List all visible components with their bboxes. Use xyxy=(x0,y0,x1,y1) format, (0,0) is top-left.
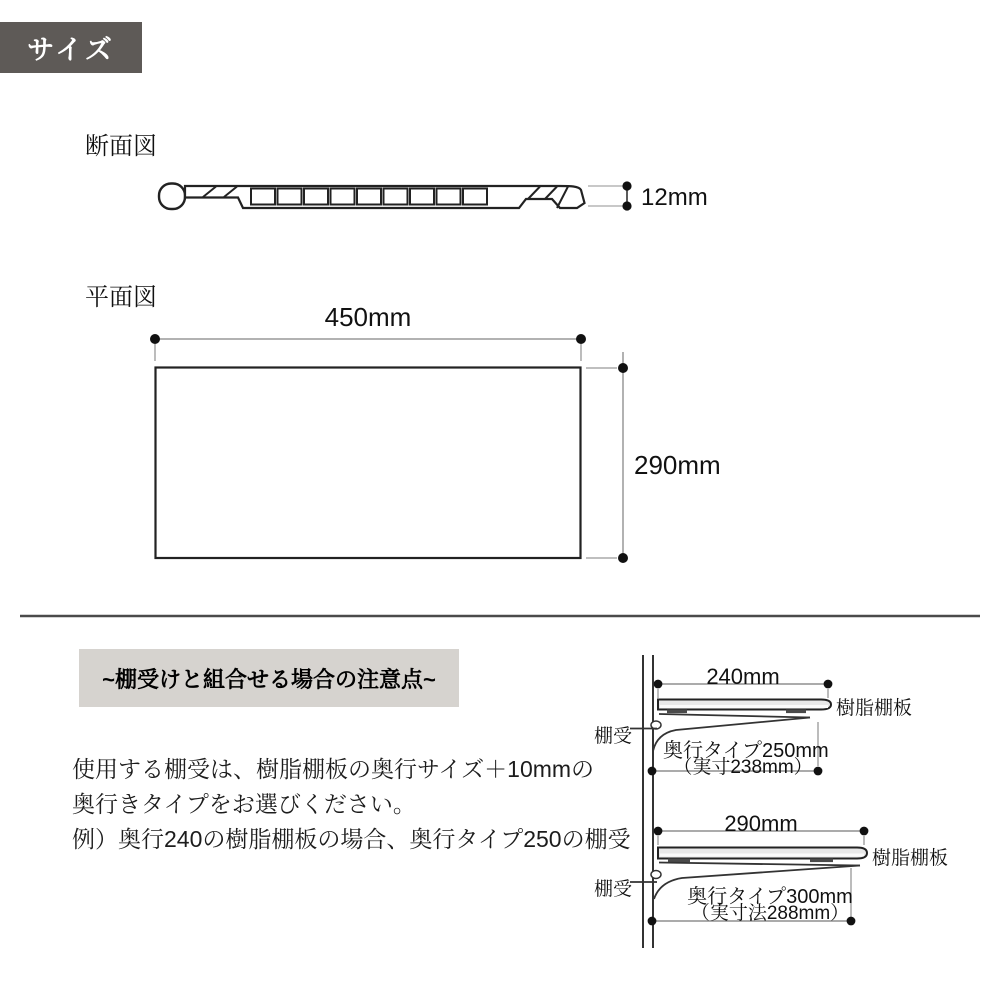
cross-section-profile-drawing xyxy=(159,184,585,210)
plan-width-dimension-label: 450mm xyxy=(324,302,412,332)
diagram1-bracket-label: 棚受 xyxy=(593,726,632,747)
size-badge-label: サイズ xyxy=(27,35,115,65)
shelf-foot xyxy=(786,710,806,714)
plan-view-label: 平面図 xyxy=(85,284,157,311)
shelf-foot xyxy=(667,710,687,714)
size-section-badge xyxy=(0,22,142,73)
notes-body-line-3: 例）奥行240の樹脂棚板の場合、奥行タイプ250の棚受 xyxy=(72,826,631,852)
diagram2-bracket-label: 棚受 xyxy=(593,879,632,900)
shelf-foot xyxy=(668,859,690,863)
diagram2-depth-type-line1: 奥行タイプ300mm xyxy=(687,886,853,908)
thickness-dimension-marker xyxy=(588,181,632,210)
notes-heading-text: ~棚受けと組合せる場合の注意点~ xyxy=(102,666,436,692)
diagram1-depth-type-line2: （実寸238mm） xyxy=(673,757,813,778)
thickness-dimension-label: 12mm xyxy=(641,184,708,211)
diagram2-width-label: 290mm xyxy=(724,811,798,836)
diagram2-depth-type-line2: （実寸法288mm） xyxy=(690,903,850,924)
notes-body-line-2: 奥行きタイプをお選びください。 xyxy=(72,791,416,817)
plan-view-drawing xyxy=(150,334,628,563)
diagram2-shelf-part-label: 樹脂棚板 xyxy=(872,848,949,869)
diagram1-width-label: 240mm xyxy=(706,664,780,689)
shelf-board-side-2 xyxy=(658,848,867,859)
notes-body-line-1: 使用する棚受は、樹脂棚板の奥行サイズ＋10mmの xyxy=(72,756,595,782)
cross-section-label: 断面図 xyxy=(85,133,157,160)
notes-heading-box xyxy=(79,649,459,707)
wall-rail xyxy=(643,655,653,948)
plan-depth-dimension-label: 290mm xyxy=(634,450,721,480)
shelf-foot xyxy=(810,859,833,863)
diagram1-shelf-part-label: 樹脂棚板 xyxy=(836,698,913,719)
diagram1-depth-type-line1: 奥行タイプ250mm xyxy=(663,740,829,762)
